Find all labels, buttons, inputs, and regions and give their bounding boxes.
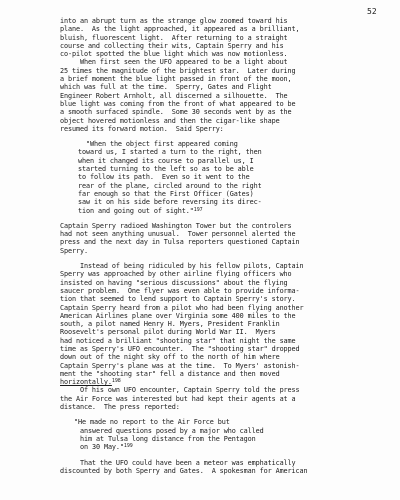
text-line: answered questions posed by a major who called bbox=[80, 426, 264, 435]
paragraph-6 bbox=[60, 459, 380, 476]
text-line: 25 times the magnitude of the brightest star. Later during bbox=[60, 66, 296, 75]
text-line: far enough so that the First Officer (Gates) bbox=[78, 189, 254, 198]
text-line: "When the object first appeared coming bbox=[86, 140, 238, 149]
footnote-ref-197: 197 bbox=[193, 206, 203, 213]
text-line: a smooth surfaced spindle. Some 30 seconds went by as the bbox=[60, 108, 292, 117]
text-line: which was full at the time. Sperry, Gates and Flight bbox=[60, 83, 272, 92]
text-line: the Air Force was interested but had kept their agents at a bbox=[60, 394, 296, 403]
text-line: when it changed its course to parallel us, I bbox=[78, 156, 254, 165]
text-line: discounted by both Sperry and Gates. A spokesman for American bbox=[60, 466, 308, 475]
text-line bbox=[60, 207, 380, 215]
text-line: bluish, fluorescent light. After returning to a straight bbox=[60, 33, 288, 42]
text-line: Captain Sperry radioed Washington Tower but the controlers bbox=[60, 221, 292, 230]
text-line: ment the "shooting star" fell a distance and then moved bbox=[60, 369, 280, 378]
paragraph-4 bbox=[60, 262, 380, 386]
paragraph-2 bbox=[60, 58, 380, 133]
text-line: started turning to the left so as to be able bbox=[78, 165, 254, 174]
text-line: Instead of being ridiculed by his fellow pilots, Captain bbox=[60, 262, 304, 271]
text-line: American Airlines plane over Virginia some 400 miles to the bbox=[60, 311, 296, 320]
text-line: resumed its forward motion. Said Sperry: bbox=[60, 124, 224, 133]
text-line: Sperry was approached by other airline flying officers who bbox=[60, 270, 292, 279]
text-line: to follow its path. Even so it went to the bbox=[78, 173, 250, 182]
text-line: Captain Sperry heard from a pilot who had been flying another bbox=[60, 303, 304, 312]
text-line: toward us, I started a turn to the right, then bbox=[78, 148, 262, 157]
text-line: saucer problem. One flyer was even able to provide informa- bbox=[60, 286, 300, 295]
text-line: down out of the night sky off to the north of him where bbox=[60, 353, 280, 362]
footnote-ref-198: 198 bbox=[111, 378, 121, 385]
page-number: 52 bbox=[367, 7, 377, 16]
text-line: a brief moment the blue light passed in front of the moon, bbox=[60, 75, 292, 84]
body-text bbox=[60, 17, 380, 475]
block-quote-sperry bbox=[60, 140, 380, 215]
text-line: plane. As the light approached, it appeared as a brilliant, bbox=[60, 25, 300, 34]
text-line: time as Sperry's UFO encounter. The "shooting star" dropped bbox=[60, 344, 300, 353]
text-line: Of his own UFO encounter, Captain Sperry told the press bbox=[60, 386, 300, 395]
text-line: tion that seemed to lend support to Captain Sperry's story. bbox=[60, 295, 296, 304]
text-line: object hovered motionless and then the cigar-like shape bbox=[60, 116, 280, 125]
text-line bbox=[60, 378, 380, 386]
text-line: press and the next day in Tulsa reporters questioned Captain bbox=[60, 238, 300, 247]
footnote-ref-199: 199 bbox=[123, 443, 133, 450]
text-line: blue light was coming from the front of what appeared to be bbox=[60, 99, 296, 108]
text-line: "He made no report to the Air Force but bbox=[74, 418, 230, 427]
text-line: him at Tulsa long distance from the Pentagon bbox=[80, 434, 256, 443]
text-line: distance. The press reported: bbox=[60, 403, 180, 412]
quote-end-text: tion and going out of sight." bbox=[78, 206, 194, 215]
text-line: saw it on his side before reversing its direc- bbox=[78, 198, 262, 207]
quote-end-text: on 30 May." bbox=[80, 443, 124, 452]
paragraph-1 bbox=[60, 17, 380, 58]
underlined-text: horizontally. bbox=[60, 378, 112, 387]
text-line: insisted on having "serious discussions" about the flying bbox=[60, 278, 288, 287]
text-line: had not seen anything unusual. Tower personnel alerted the bbox=[60, 230, 296, 239]
block-quote-press bbox=[60, 418, 380, 451]
paragraph-5 bbox=[60, 386, 380, 411]
text-line: course and collecting their wits, Captain Sperry and his bbox=[60, 41, 284, 50]
text-line: rear of the plane, circled around to the right bbox=[78, 181, 262, 190]
text-line: had noticed a brilliant "shooting star" that night the same bbox=[60, 336, 296, 345]
text-line: Captain Sperry's plane was at the time. To Myers' astonish- bbox=[60, 361, 300, 370]
text-line: Roosevelt's personal pilot during World War II. Myers bbox=[60, 328, 276, 337]
text-line bbox=[60, 443, 380, 451]
text-line: Engineer Robert Arnholt, all discerned a silhouette. The bbox=[60, 91, 288, 100]
text-line: That the UFO could have been a meteor was emphatically bbox=[60, 458, 296, 467]
text-line: co-pilot spotted the blue light which was now motionless. bbox=[60, 50, 288, 59]
paragraph-3 bbox=[60, 222, 380, 255]
text-line: into an abrupt turn as the strange glow zoomed toward his bbox=[60, 17, 288, 25]
text-line: south, a pilot named Henry H. Myers, President Franklin bbox=[60, 320, 280, 329]
text-line: Sperry. bbox=[60, 246, 88, 255]
text-line: When first seen the UFO appeared to be a light about bbox=[60, 58, 288, 67]
